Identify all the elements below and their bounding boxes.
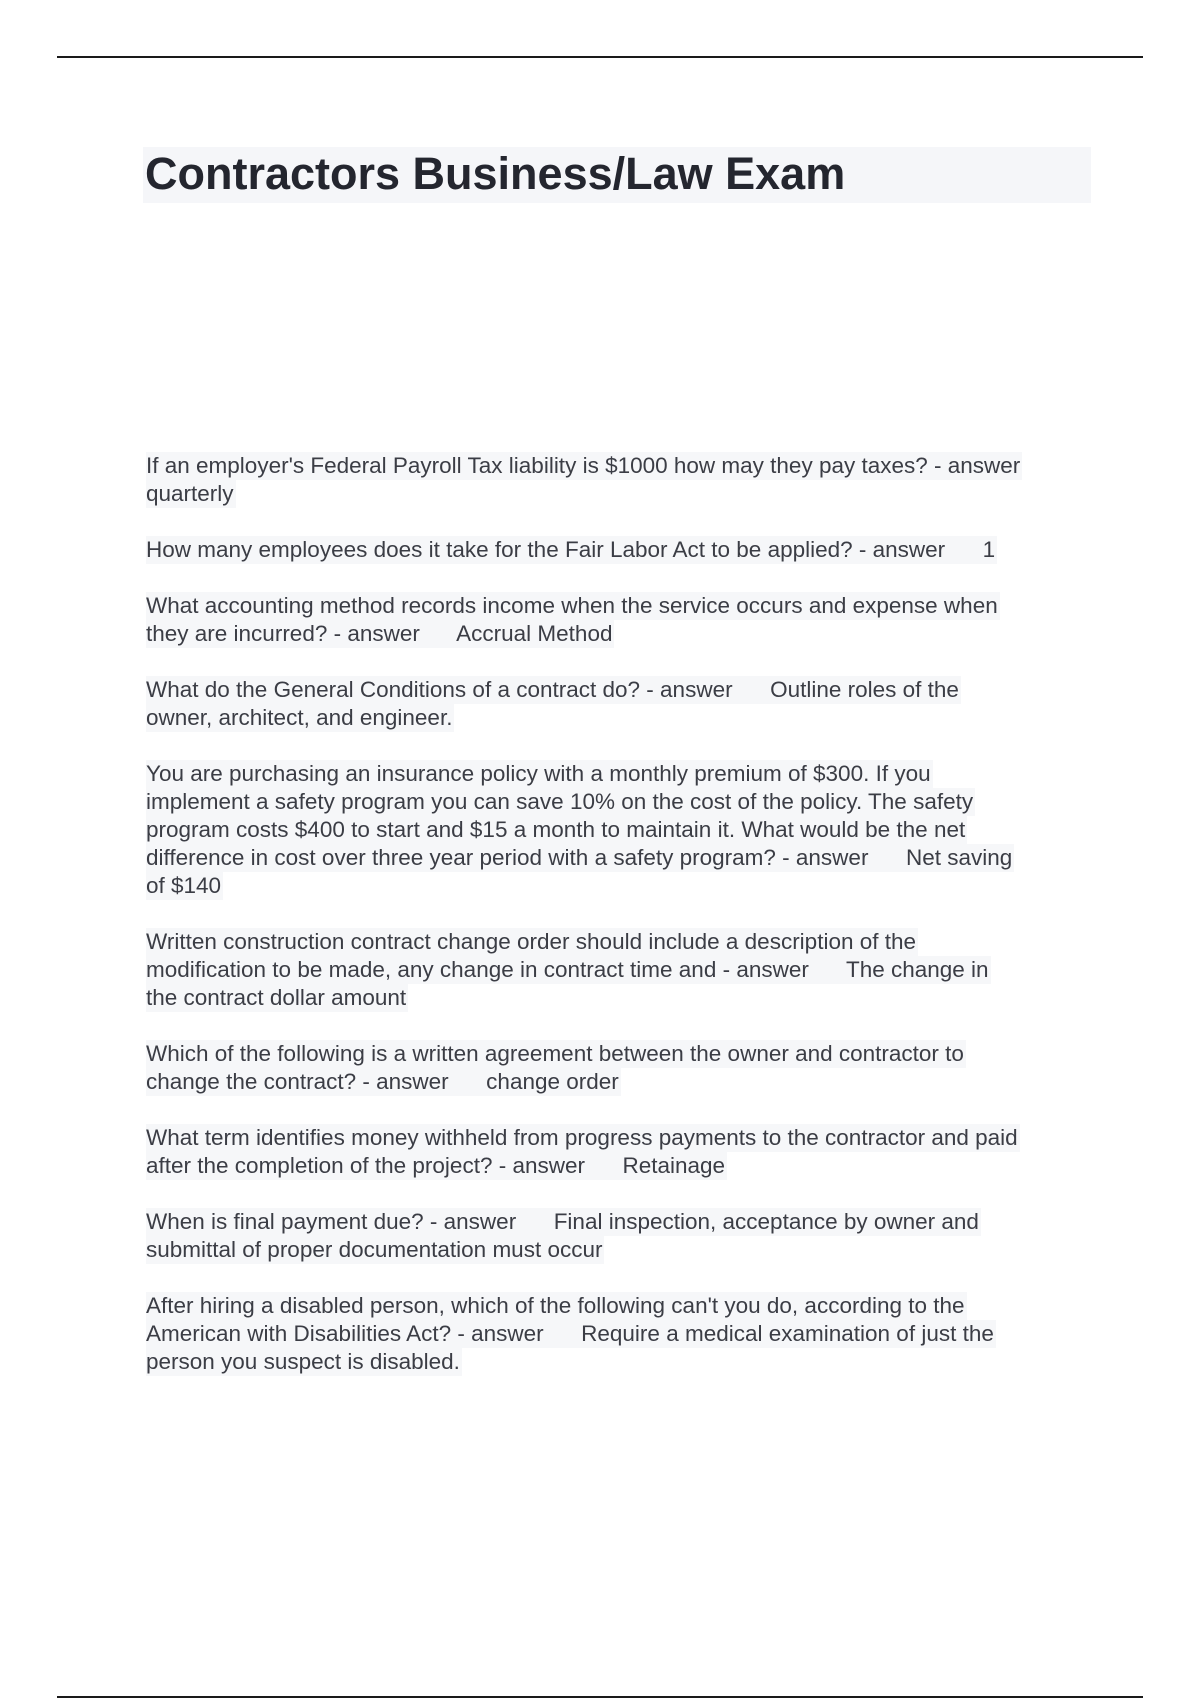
qa-list (146, 452, 1096, 1404)
qa-line: How many employees does it take for the Fair Labor Act to be applied? - answer 1 (146, 537, 996, 562)
qa-item (146, 452, 1096, 508)
qa-line: modification to be made, any change in contract time and - answer The change in (146, 957, 989, 982)
bottom-rule (57, 1696, 1143, 1698)
qa-line: quarterly (146, 481, 234, 506)
qa-line: If an employer's Federal Payroll Tax liability is $1000 how may they pay taxes? - answer (146, 453, 1021, 478)
qa-line: Which of the following is a written agreement between the owner and contractor to (146, 1041, 964, 1066)
qa-line: they are incurred? - answer Accrual Method (146, 621, 613, 646)
qa-line: What accounting method records income when the service occurs and expense when (146, 593, 998, 618)
qa-line: of $140 (146, 873, 222, 898)
document-title: Contractors Business/Law Exam (145, 148, 846, 199)
qa-line: Written construction contract change order should include a description of the (146, 929, 917, 954)
top-rule (57, 56, 1143, 58)
qa-line: submittal of proper documentation must occur (146, 1237, 603, 1262)
qa-item (146, 928, 1096, 1012)
qa-line: person you suspect is disabled. (146, 1349, 460, 1374)
qa-line: program costs $400 to start and $15 a month to maintain it. What would be the net (146, 817, 966, 842)
qa-line: What term identifies money withheld from progress payments to the contractor and paid (146, 1125, 1018, 1150)
qa-item (146, 592, 1096, 648)
qa-line: What do the General Conditions of a contract do? - answer Outline roles of the (146, 677, 959, 702)
qa-line: the contract dollar amount (146, 985, 407, 1010)
qa-line: After hiring a disabled person, which of the following can't you do, according to the (146, 1293, 965, 1318)
qa-item (146, 1292, 1096, 1376)
qa-item (146, 676, 1096, 732)
qa-line: When is final payment due? - answer Final inspection, acceptance by owner and (146, 1209, 979, 1234)
qa-line: owner, architect, and engineer. (146, 705, 453, 730)
qa-line: You are purchasing an insurance policy with a monthly premium of $300. If you (146, 761, 931, 786)
qa-item (146, 536, 1096, 564)
qa-line: implement a safety program you can save 10% on the cost of the policy. The safety (146, 789, 974, 814)
qa-item (146, 1124, 1096, 1180)
qa-item (146, 1040, 1096, 1096)
qa-line: American with Disabilities Act? - answer Require a medical examination of just the (146, 1321, 994, 1346)
qa-line: change the contract? - answer change order (146, 1069, 619, 1094)
qa-item (146, 760, 1096, 900)
qa-item (146, 1208, 1096, 1264)
qa-line: after the completion of the project? - answer Retainage (146, 1153, 726, 1178)
qa-line: difference in cost over three year period with a safety program? - answer Net saving (146, 845, 1013, 870)
